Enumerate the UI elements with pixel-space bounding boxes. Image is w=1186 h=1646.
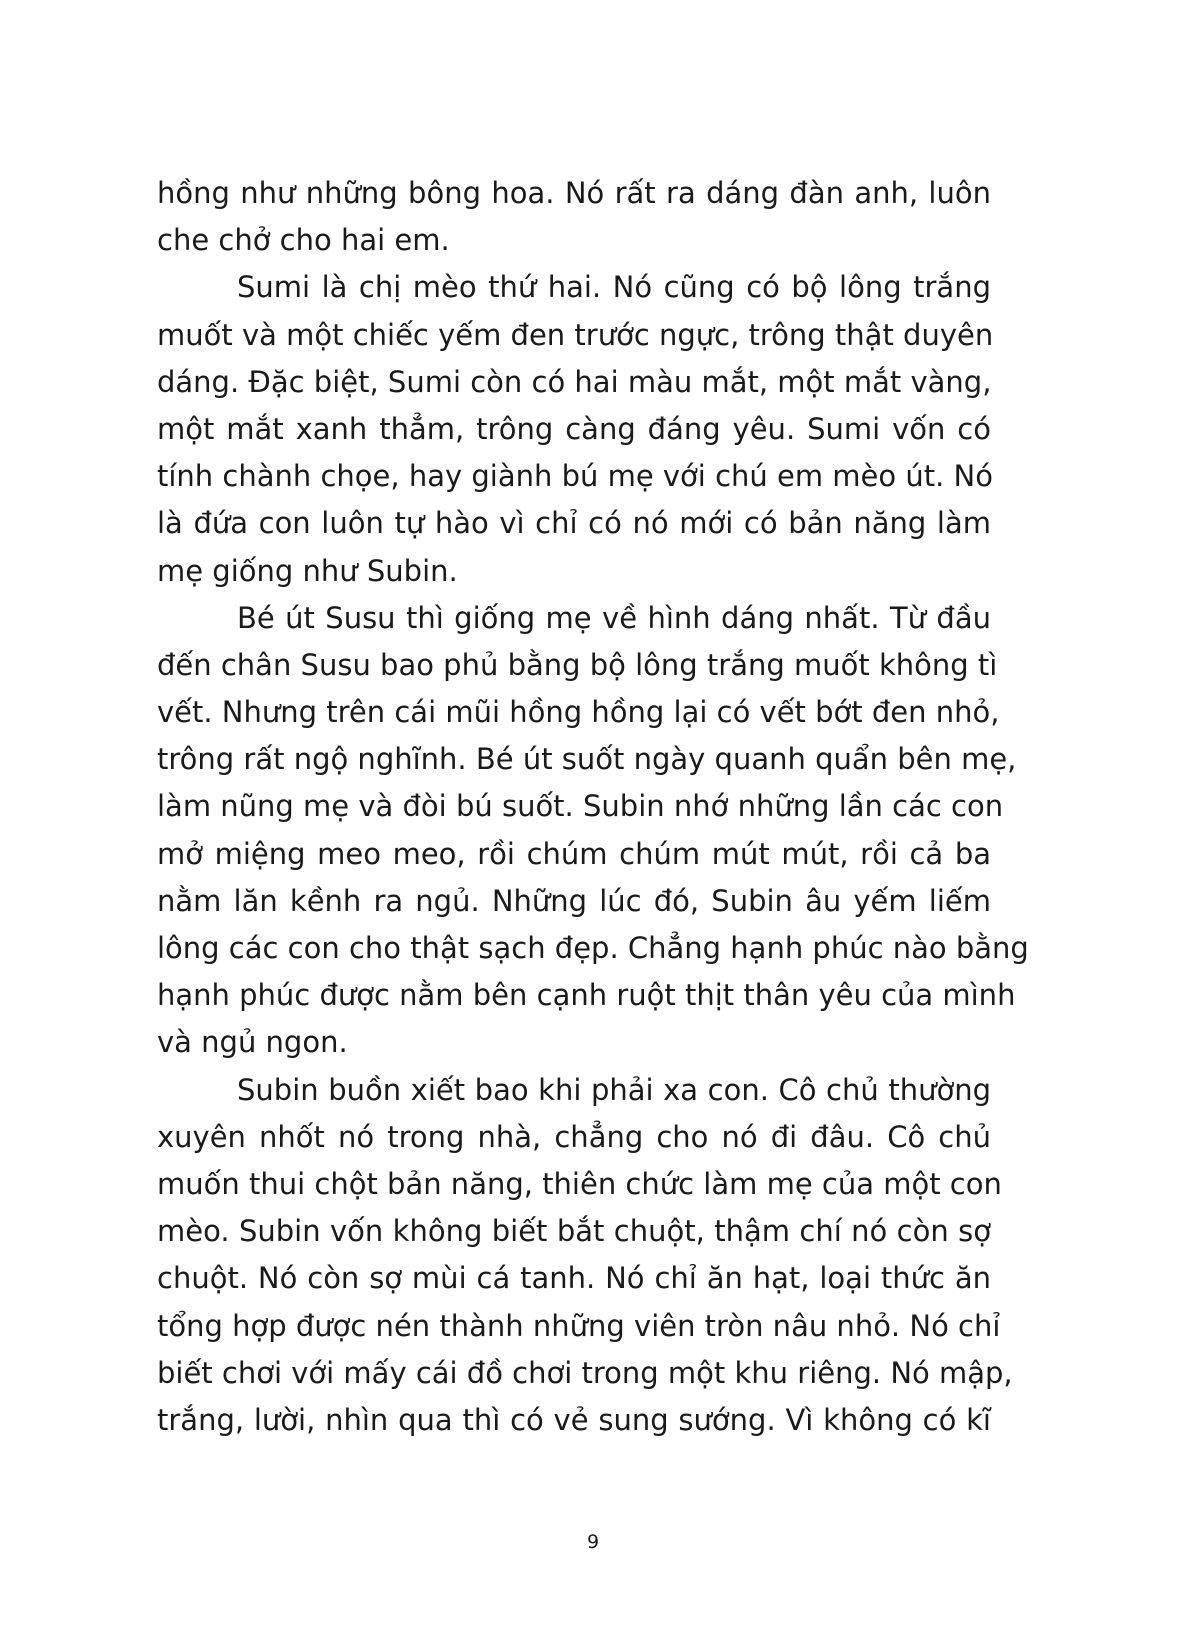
text-line: đến chân Susu bao phủ bằng bộ lông trắng muốt không tì [157, 647, 998, 682]
text-line: dáng. Đặc biệt, Sumi còn có hai màu mắt, một mắt vàng, [157, 364, 992, 399]
text-line: tính chành chọe, hay giành bú mẹ với chú em mèo út. Nó [157, 459, 993, 494]
text-line: che chở cho hai em. [157, 223, 450, 258]
text-line: tổng hợp được nén thành những viên tròn nâu nhỏ. Nó chỉ [157, 1308, 1001, 1343]
text-line: trông rất ngộ nghĩnh. Bé út suốt ngày quanh quẩn bên mẹ, [157, 742, 1017, 777]
text-line: vết. Nhưng trên cái mũi hồng hồng lại có vết bớt đen nhỏ, [157, 695, 1000, 730]
text-line: hồng như những bông hoa. Nó rất ra dáng đàn anh, luôn [157, 176, 991, 210]
text-line: Sumi là chị mèo thứ hai. Nó cũng có bộ lông trắng [237, 270, 991, 305]
text-line: biết chơi với mấy cái đồ chơi trong một khu riêng. Nó mập, [157, 1355, 1013, 1390]
text-line: làm nũng mẹ và đòi bú suốt. Subin nhớ những lần các con [157, 789, 1004, 824]
text-line: Bé út Susu thì giống mẹ về hình dáng nhất. Từ đầu [237, 600, 991, 635]
text-line: trắng, lười, nhìn qua thì có vẻ sung sướng. Vì không có kĩ [157, 1402, 991, 1437]
text-line: nằm lăn kềnh ra ngủ. Những lúc đó, Subin âu yếm liếm [157, 883, 991, 918]
text-line: muốn thui chột bản năng, thiên chức làm mẹ của một con [157, 1166, 1002, 1201]
page-number: 9 [586, 1531, 600, 1553]
text-line: chuột. Nó còn sợ mùi cá tanh. Nó chỉ ăn hạt, loại thức ăn [157, 1261, 991, 1296]
text-line: và ngủ ngon. [157, 1025, 348, 1060]
text-line: mở miệng meo meo, rồi chúm chúm mút mút, rồi cả ba [157, 836, 991, 871]
text-line: Subin buồn xiết bao khi phải xa con. Cô chủ thường [237, 1072, 991, 1107]
text-line: hạnh phúc được nằm bên cạnh ruột thịt thân yêu của mình [157, 978, 1016, 1013]
text-line: mèo. Subin vốn không biết bắt chuột, thậm chí nó còn sợ [157, 1214, 991, 1249]
text-line: lông các con cho thật sạch đẹp. Chẳng hạnh phúc nào bằng [157, 931, 1029, 965]
body-text [157, 170, 1029, 1444]
text-line: là đứa con luôn tự hào vì chỉ có nó mới có bản năng làm [157, 506, 991, 541]
text-line: muốt và một chiếc yếm đen trước ngực, trông thật duyên [157, 317, 994, 352]
text-line: xuyên nhốt nó trong nhà, chẳng cho nó đi đâu. Cô chủ [157, 1119, 991, 1154]
text-line: mẹ giống như Subin. [157, 553, 458, 588]
text-line: một mắt xanh thẳm, trông càng đáng yêu. Sumi vốn có [157, 411, 991, 446]
